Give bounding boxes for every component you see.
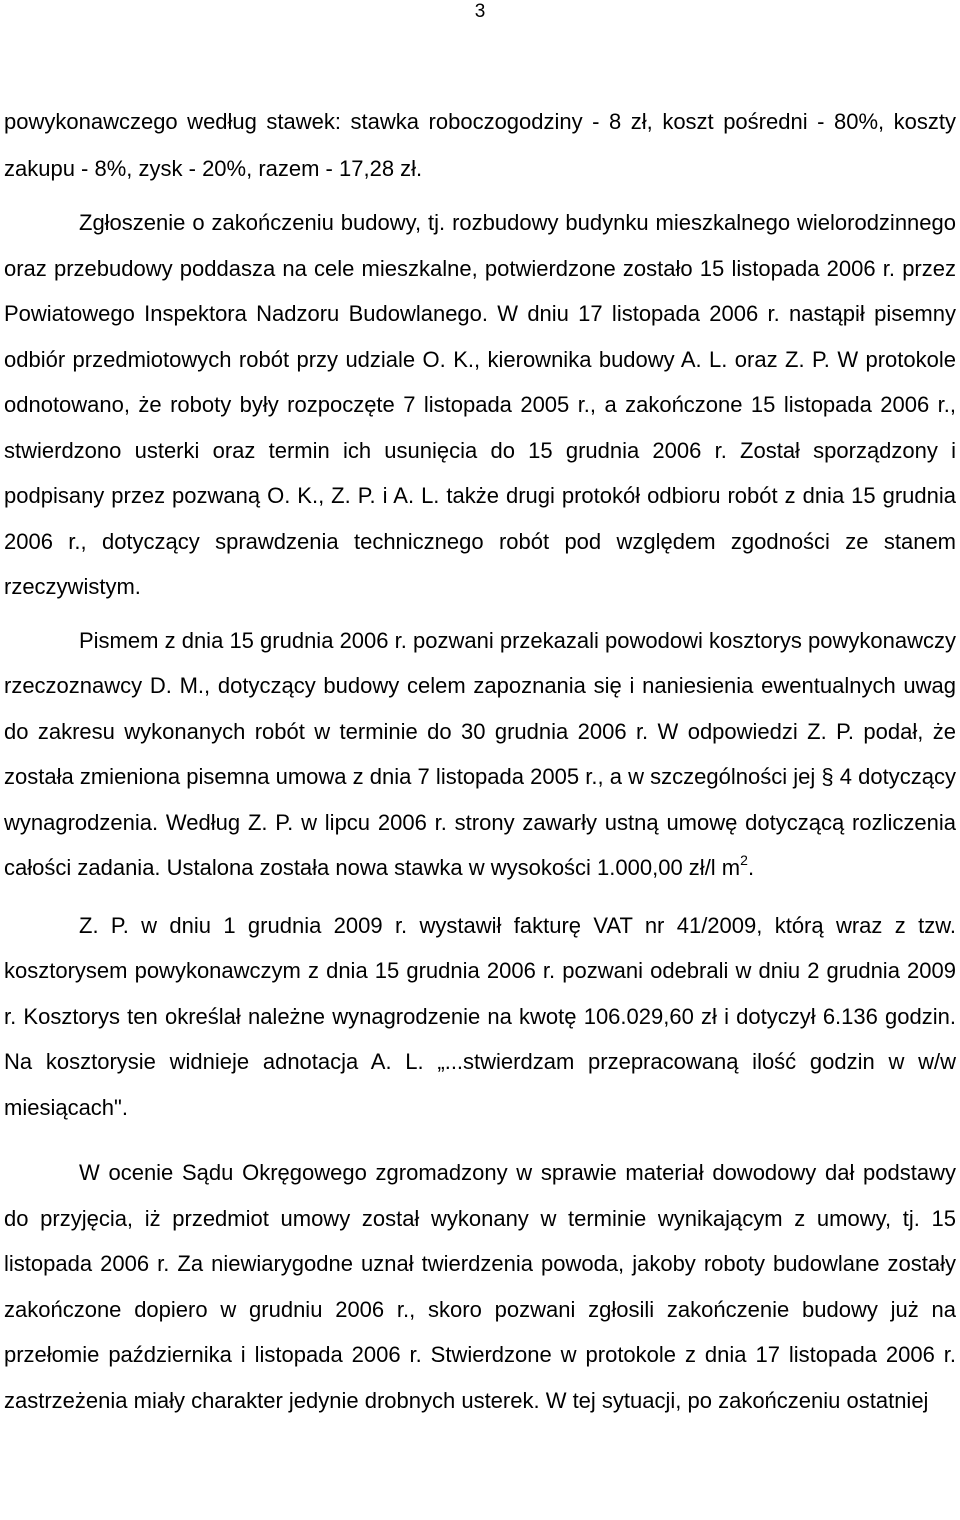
paragraph-text: Pismem z dnia 15 grudnia 2006 r. pozwani przekazali powodowi kosztorys powykonawczy rzeczoznawcy D. M., dotyczący budowy celem zapoznania się i naniesienia ewentualnych uwag do zakresu wykonanych robót w terminie do 30 grudnia 2006 r. W odpowiedzi Z. P. podał, że została zmieniona pisemna umowa z dnia 7 listopada 2005 r., a w szczególności jej § 4 dotyczący wynagrodzenia. Według Z. P. w lipcu 2006 r. strony zawarły ustną umowę dotyczącą rozliczenia całości zadania. Ustalona została nowa stawka w wysokości 1.000,00 zł/l m <box>4 627 956 880</box>
document-body <box>4 98 956 1423</box>
superscript-square: 2 <box>740 852 748 868</box>
paragraph-court-assessment: W ocenie Sądu Okręgowego zgromadzony w sprawie materiał dowodowy dał podstawy do przyjęcia, iż przedmiot umowy został wykonany w terminie wynikającym z umowy, tj. 15 listopada 2006 r. Za niewiarygodne uznał twierdzenia powoda, jakoby roboty budowlane zostały zakończone dopiero w grudniu 2006 r., skoro pozwani zgłosili zakończenie budowy już na przełomie października i listopada 2006 r. Stwierdzone w protokole z dnia 17 listopada 2006 r. zastrzeżenia miały charakter jedynie drobnych usterek. W tej sytuacji, po zakończeniu ostatniej <box>4 1160 956 1413</box>
paragraph-building-completion: Zgłoszenie o zakończeniu budowy, tj. rozbudowy budynku mieszkalnego wielorodzinnego oraz przebudowy poddasza na cele mieszkalne, potwierdzone zostało 15 listopada 2006 r. przez Powiatowego Inspektora Nadzoru Budowlanego. W dniu 17 listopada 2006 r. nastąpił pisemny odbiór przedmiotowych robót przy udziale O. K., kierownika budowy A. L. oraz Z. P. W protokole odnotowano, że roboty były rozpoczęte 7 listopada 2005 r., a zakończone 15 listopada 2006 r., stwierdzono usterki oraz termin ich usunięcia do 15 grudnia 2006 r. Został sporządzony i podpisany przez pozwaną O. K., Z. P. i A. L. także drugi protokół odbioru robót z dnia 15 grudnia 2006 r., dotyczący sprawdzenia technicznego robót pod względem zgodności ze stanem rzeczywistym. <box>4 210 956 599</box>
paragraph-cost-estimate-letter <box>4 618 956 891</box>
paragraph-continuation: powykonawczego według stawek: stawka roboczogodziny - 8 zł, koszt pośredni - 80%, koszty zakupu - 8%, zysk - 20%, razem - 17,28 zł. <box>4 109 956 181</box>
page-number: 3 <box>474 1 486 22</box>
paragraph-invoice: Z. P. w dniu 1 grudnia 2009 r. wystawił fakturę VAT nr 41/2009, którą wraz z tzw. kosztorysem powykonawczym z dnia 15 grudnia 2006 r. pozwani odebrali w dniu 2 grudnia 2009 r. Kosztorys ten określał należne wynagrodzenie na kwotę 106.029,60 zł i dotyczył 6.136 godzin. Na kosztorysie widnieje adnotacja A. L. „...stwierdzam przepracowaną ilość godzin w w/w miesiącach". <box>4 912 956 1120</box>
paragraph-tail: . <box>747 855 755 880</box>
